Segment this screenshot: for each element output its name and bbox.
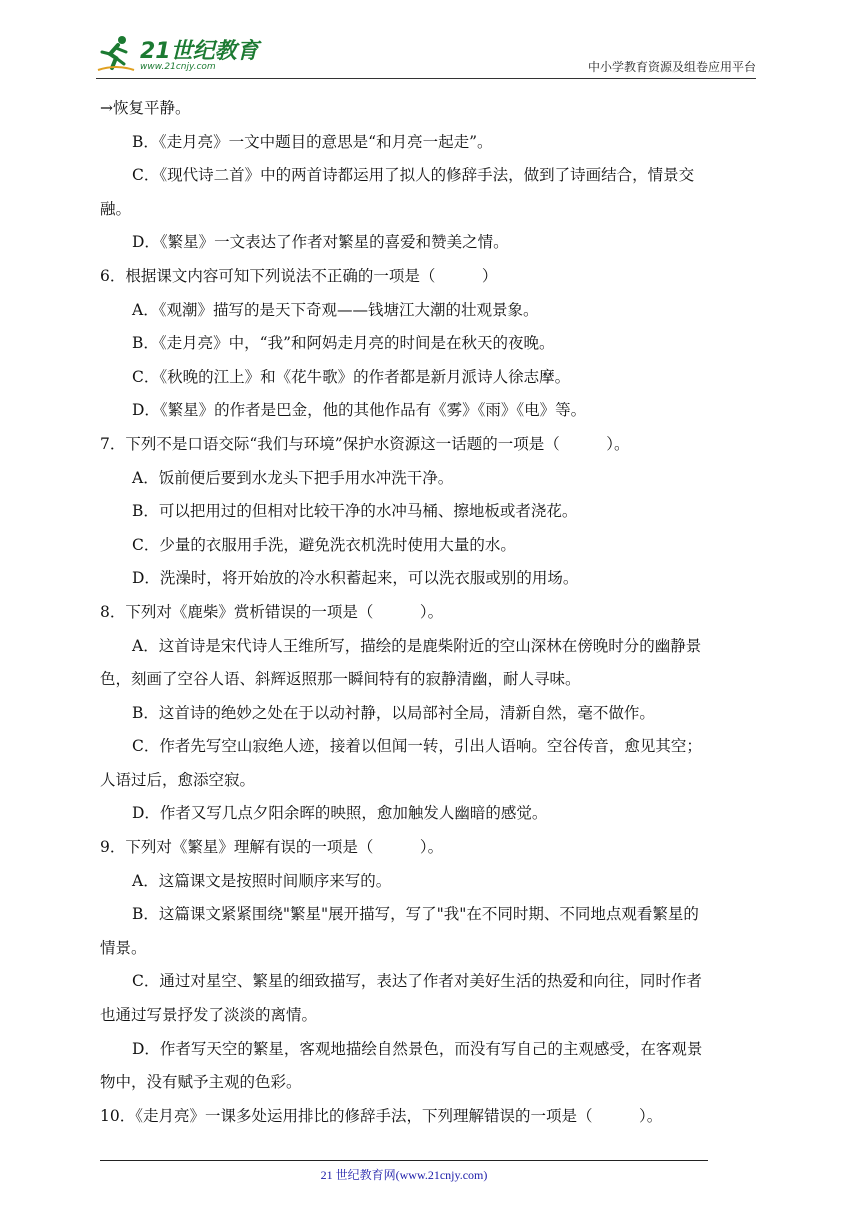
text-line: A．饭前便后要到水龙头下把手用水冲洗干净。 (132, 468, 454, 487)
text-line: D．作者又写几点夕阳余晖的映照，愈加触发人幽暗的感觉。 (132, 804, 548, 823)
text-line: →恢复平静。 (100, 99, 191, 117)
footer-divider (100, 1160, 708, 1161)
text-line: 人语过后，愈添空寂。 (100, 770, 256, 789)
runner-logo-icon (96, 34, 136, 74)
header-divider (96, 78, 756, 79)
text-line: C．《现代诗二首》中的两首诗都运用了拟人的修辞手法，做到了诗画结合，情景交 (132, 166, 695, 185)
text-line: A．这首诗是宋代诗人王维所写，描绘的是鹿柴附近的空山深林在傍晚时分的幽静景 (132, 636, 702, 655)
document-body (100, 92, 766, 1133)
text-line: B．可以把用过的但相对比较干净的水冲马桶、擦地板或者浇花。 (132, 502, 578, 521)
text-line: 物中，没有赋予主观的色彩。 (100, 1073, 302, 1092)
text-line: 10．《走月亮》一课多处运用排比的修辞手法，下列理解错误的一项是（ ）。 (100, 1106, 663, 1125)
text-line: C．《秋晚的江上》和《花牛歌》的作者都是新月派诗人徐志摩。 (132, 367, 571, 386)
text-line: C．作者先写空山寂绝人迹，接着以但闻一转，引出人语响。空谷传音，愈见其空； (132, 737, 702, 756)
platform-title: 中小学教育资源及组卷应用平台 (587, 60, 756, 74)
text-line: 6．根据课文内容可知下列说法不正确的一项是（ ） (100, 266, 498, 285)
text-line: A．《观潮》描写的是天下奇观——钱塘江大潮的壮观景象。 (132, 300, 539, 319)
footer-text: 21 世纪教育网(www.21cnjy.com) (320, 1168, 488, 1182)
text-line: 8．下列对《鹿柴》赏析错误的一项是（ ）。 (100, 602, 444, 621)
site-logo (96, 32, 266, 78)
page-header (96, 32, 756, 78)
text-line: D．《繁星》的作者是巴金，他的其他作品有《雾》《雨》《电》等。 (132, 401, 587, 420)
text-line: D．作者写天空的繁星，客观地描绘自然景色，而没有写自己的主观感受，在客观景 (132, 1039, 703, 1058)
text-line: C．通过对星空、繁星的细致描写，表达了作者对美好生活的热爱和向往，同时作者 (132, 972, 702, 991)
text-line: 情景。 (100, 938, 147, 957)
logo-url: www.21cnjy.com (140, 62, 216, 72)
text-line: A．这篇课文是按照时间顺序来写的。 (132, 871, 392, 890)
text-line: 9．下列对《繁星》理解有误的一项是（ ）。 (100, 838, 444, 857)
text-line: D．洗澡时，将开始放的冷水积蓄起来，可以洗衣服或别的用场。 (132, 569, 579, 588)
text-line: 色，刻画了空谷人语、斜辉返照那一瞬间特有的寂静清幽，耐人寻味。 (100, 670, 581, 689)
text-line: B．这篇课文紧紧围绕"繁星"展开描写，写了"我"在不同时期、不同地点观看繁星的 (132, 905, 699, 924)
text-line: B．《走月亮》一文中题目的意思是“和月亮一起走”。 (132, 132, 493, 151)
text-line: 7．下列不是口语交际“我们与环境”保护水资源这一话题的一项是（ ）。 (100, 434, 630, 453)
text-line: 融。 (100, 199, 132, 218)
text-line: D．《繁星》一文表达了作者对繁星的喜爱和赞美之情。 (132, 233, 509, 252)
text-line: B．这首诗的绝妙之处在于以动衬静，以局部衬全局，清新自然，毫不做作。 (132, 703, 655, 722)
text-line: C．少量的衣服用手洗，避免洗衣机洗时使用大量的水。 (132, 535, 516, 554)
text-line: B．《走月亮》中，“我”和阿妈走月亮的时间是在秋天的夜晚。 (132, 334, 555, 353)
text-line: 也通过写景抒发了淡淡的离情。 (100, 1006, 318, 1025)
logo-text: 21世纪教育 (140, 39, 259, 64)
